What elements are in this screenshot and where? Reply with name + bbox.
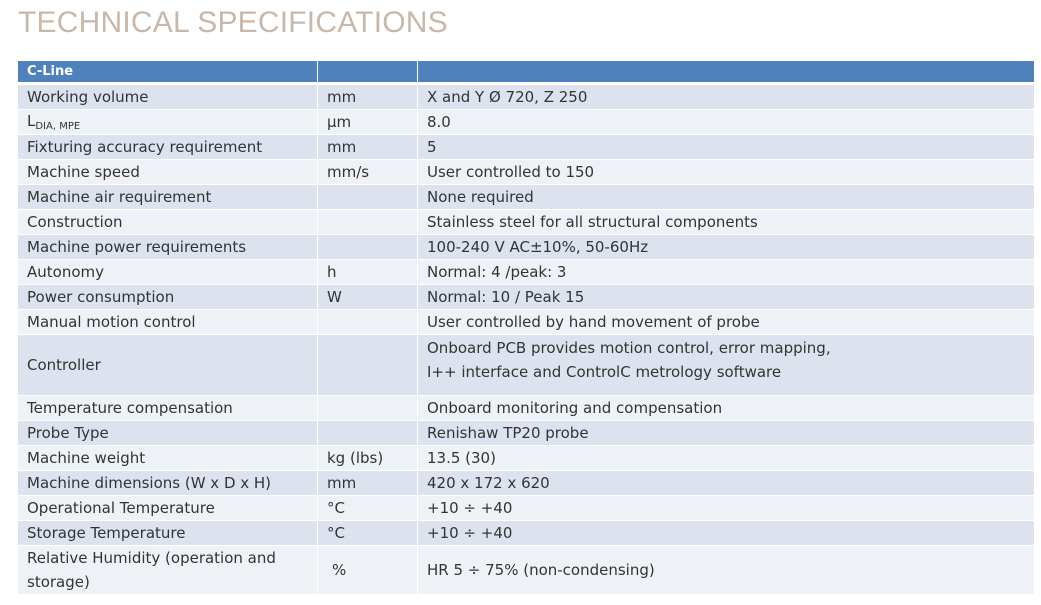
table-header-row xyxy=(18,61,1034,85)
value-cell: Renishaw TP20 probe xyxy=(417,421,1034,446)
parameter-symbol: L xyxy=(27,112,36,130)
value-cell xyxy=(417,335,1034,396)
unit-cell: °C xyxy=(317,496,417,521)
parameter-cell xyxy=(18,110,317,135)
unit-cell xyxy=(317,235,417,260)
unit-cell: mm xyxy=(317,471,417,496)
value-cell: +10 ÷ +40 xyxy=(417,496,1034,521)
parameter-line: storage) xyxy=(27,573,90,591)
page-title: TECHNICAL SPECIFICATIONS xyxy=(18,6,448,39)
parameter-cell: Storage Temperature xyxy=(18,521,317,546)
value-cell: None required xyxy=(417,185,1034,210)
parameter-cell: Power consumption xyxy=(18,285,317,310)
parameter-cell: Controller xyxy=(18,335,317,396)
parameter-cell: Machine weight xyxy=(18,446,317,471)
table-row xyxy=(18,160,1034,185)
table-row xyxy=(18,235,1034,260)
unit-cell: °C xyxy=(317,521,417,546)
table-row xyxy=(18,185,1034,210)
value-cell: 420 x 172 x 620 xyxy=(417,471,1034,496)
table-row xyxy=(18,546,1034,595)
value-cell: Normal: 10 / Peak 15 xyxy=(417,285,1034,310)
value-cell: 100-240 V AC±10%, 50-60Hz xyxy=(417,235,1034,260)
unit-cell: mm xyxy=(317,85,417,110)
unit-cell xyxy=(317,185,417,210)
header-cell-value xyxy=(417,61,1034,85)
table-row xyxy=(18,421,1034,446)
table-row xyxy=(18,496,1034,521)
table-row xyxy=(18,85,1034,110)
parameter-cell: Machine speed xyxy=(18,160,317,185)
value-cell: Normal: 4 /peak: 3 xyxy=(417,260,1034,285)
unit-cell xyxy=(317,210,417,235)
parameter-cell: Autonomy xyxy=(18,260,317,285)
parameter-cell: Construction xyxy=(18,210,317,235)
value-cell: 8.0 xyxy=(417,110,1034,135)
parameter-cell: Machine air requirement xyxy=(18,185,317,210)
unit-cell: W xyxy=(317,285,417,310)
header-cell-product: C-Line xyxy=(18,61,317,85)
table-row xyxy=(18,335,1034,396)
parameter-cell: Temperature compensation xyxy=(18,396,317,421)
table-row xyxy=(18,260,1034,285)
unit-cell xyxy=(317,396,417,421)
table-row xyxy=(18,210,1034,235)
value-cell: 5 xyxy=(417,135,1034,160)
spec-table xyxy=(18,61,1034,595)
table-row xyxy=(18,521,1034,546)
value-cell: Onboard monitoring and compensation xyxy=(417,396,1034,421)
unit-cell: kg (lbs) xyxy=(317,446,417,471)
parameter-line: Relative Humidity (operation and xyxy=(27,549,276,567)
value-cell: Stainless steel for all structural components xyxy=(417,210,1034,235)
header-cell-unit xyxy=(317,61,417,85)
parameter-cell: Machine power requirements xyxy=(18,235,317,260)
unit-cell: h xyxy=(317,260,417,285)
table-row xyxy=(18,285,1034,310)
value-cell: User controlled to 150 xyxy=(417,160,1034,185)
value-line: I++ interface and ControlC metrology software xyxy=(427,363,782,381)
unit-cell xyxy=(317,335,417,396)
value-line: Onboard PCB provides motion control, error mapping, xyxy=(427,339,831,357)
table-row xyxy=(18,310,1034,335)
table-row xyxy=(18,396,1034,421)
table-row xyxy=(18,446,1034,471)
value-cell: X and Y Ø 720, Z 250 xyxy=(417,85,1034,110)
parameter-subscript: DIA, MPE xyxy=(35,121,81,132)
value-cell: User controlled by hand movement of probe xyxy=(417,310,1034,335)
unit-cell: mm xyxy=(317,135,417,160)
table-row xyxy=(18,471,1034,496)
parameter-cell: Working volume xyxy=(18,85,317,110)
unit-cell: % xyxy=(317,546,417,595)
parameter-cell: Machine dimensions (W x D x H) xyxy=(18,471,317,496)
value-cell: 13.5 (30) xyxy=(417,446,1034,471)
parameter-cell: Operational Temperature xyxy=(18,496,317,521)
parameter-cell: Fixturing accuracy requirement xyxy=(18,135,317,160)
unit-cell xyxy=(317,310,417,335)
parameter-cell: Probe Type xyxy=(18,421,317,446)
unit-cell: mm/s xyxy=(317,160,417,185)
parameter-cell: Manual motion control xyxy=(18,310,317,335)
table-row xyxy=(18,110,1034,135)
unit-cell: μm xyxy=(317,110,417,135)
parameter-cell xyxy=(18,546,317,595)
unit-cell xyxy=(317,421,417,446)
value-cell: HR 5 ÷ 75% (non-condensing) xyxy=(417,546,1034,595)
table-row xyxy=(18,135,1034,160)
value-cell: +10 ÷ +40 xyxy=(417,521,1034,546)
